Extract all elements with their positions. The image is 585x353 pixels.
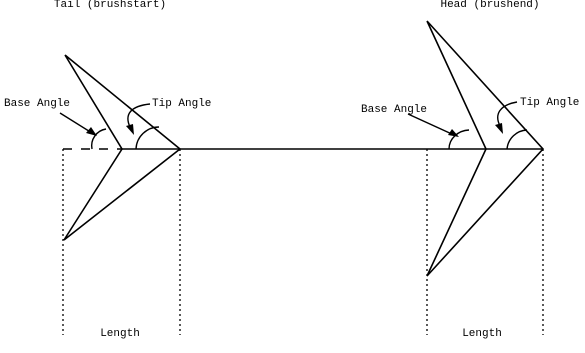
tail-base-angle-label: Base Angle [4,98,71,110]
head-tip-angle-label: Tip Angle [520,97,580,109]
tail-tip-angle-arrowhead [126,124,134,135]
head-base-angle-pointer [408,114,454,135]
head-length-label: Length [462,328,502,340]
tail-tip-angle-label: Tip Angle [152,98,212,110]
head-title: Head (brushend) [440,0,540,11]
tail-arrowhead [60,55,180,335]
head-tip-angle-pointer [498,102,517,126]
tail-arrow-outline [64,55,180,240]
head-arrowhead [408,21,543,335]
tail-base-angle-arrowhead [86,127,97,136]
head-tip-angle-arrowhead [495,123,503,134]
tail-length-label: Length [100,328,140,340]
head-tip-angle-arc [507,130,527,149]
head-base-angle-label: Base Angle [361,104,428,116]
tail-title: Tail (brushstart) [53,0,167,11]
tail-base-angle-pointer [60,113,92,133]
tail-tip-angle-arc [136,127,159,149]
